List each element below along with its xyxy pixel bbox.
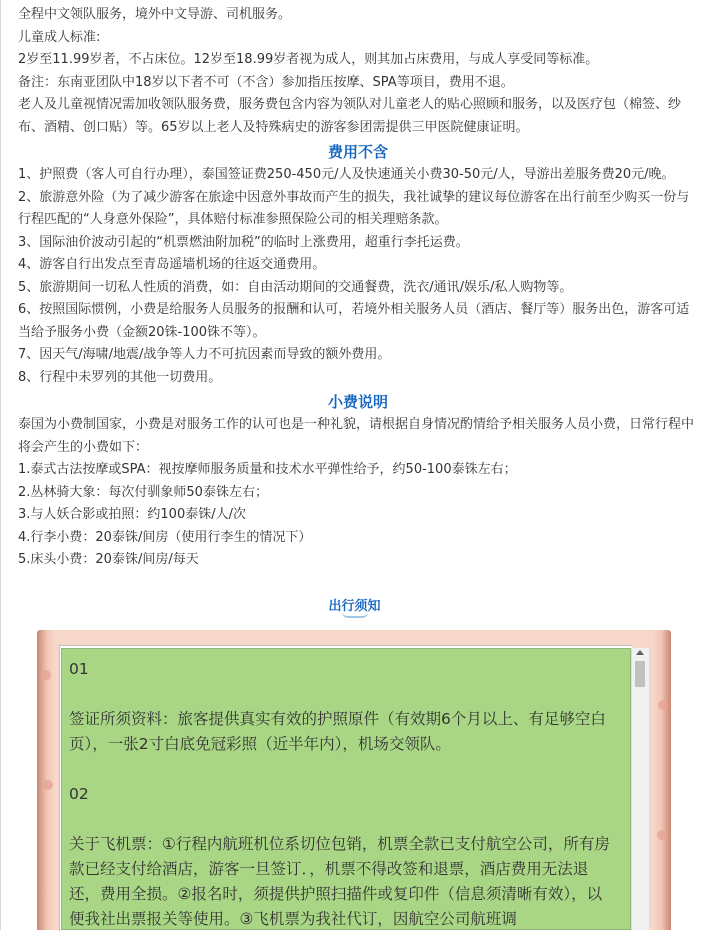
tips-intro: 泰国为小费制国家，小费是对服务工作的认可也是一种礼貌，请根据自身情况酌情给予相关服务人员小费，日常行程中将会产生的小费如下： <box>18 417 695 455</box>
intro-line: 儿童成人标准: <box>18 29 101 45</box>
notice-number: 02 <box>69 785 89 803</box>
notice-blank <box>69 807 617 832</box>
intro-line: 全程中文领队服务，境外中文导游、司机服务。 <box>18 7 292 22</box>
scroll-thumb[interactable] <box>635 661 645 687</box>
tips-item: 3.与人妖合影或拍照：约100泰铢/人/次 <box>18 507 246 522</box>
tips-item: 1.泰式古法按摩或SPA：视按摩师服务质量和技术水平弹性给予，约50-100泰铢左右； <box>18 462 517 477</box>
excluded-item: 4、游客自行出发点至青岛遥墙机场的往返交通费用。 <box>18 257 326 272</box>
tips-heading: 小费说明 <box>327 393 388 411</box>
excluded-item: 1、护照费（客人可自行办理），泰国签证费250-450元/人及快速通关小费30-50元/人，导游出差服务费20元/晚。 <box>18 167 675 182</box>
notice-blank <box>69 757 617 782</box>
excluded-item: 6、按照国际惯例，小费是给服务人员服务的报酬和认可，若境外相关服务人员（酒店、餐厅等）服务出色，游客可适当给予服务小费（金额20铢-100铢不等）。 <box>18 302 690 340</box>
tips-item: 2.丛林骑大象：每次付驯象师50泰铢左右； <box>18 484 268 500</box>
excluded-item: 7、因天气/海啸/地震/战争等人力不可抗因素而导致的额外费用。 <box>18 347 391 362</box>
notice-paragraph: 签证所须资料：旅客提供真实有效的护照原件（有效期6个月以上、有足够空白页），一张2寸白底免冠彩照（近半年内），机场交领队。 <box>69 710 606 753</box>
notice-text <box>69 657 617 930</box>
notice-scroll-box[interactable] <box>61 648 631 930</box>
excluded-item: 3、国际油价波动引起的“机票燃油附加税”的临时上涨费用，超重行李托运费。 <box>18 234 469 250</box>
rose-decoration <box>657 830 667 840</box>
rose-decoration <box>41 670 51 680</box>
notice-title: 出行须知 <box>328 599 381 614</box>
notice-number: 01 <box>69 660 89 678</box>
excluded-item: 5、旅游期间一切私人性质的消费，如：自由活动期间的交通餐费，洗衣/通讯/娱乐/私人购物等。 <box>18 279 573 295</box>
rose-decoration <box>658 700 668 710</box>
excluded-item: 8、行程中未罗列的其他一切费用。 <box>18 369 222 385</box>
tips-item: 4.行李小费：20泰铢/间房（使用行李生的情况下） <box>18 529 312 545</box>
rose-decoration <box>43 780 53 790</box>
intro-line: 备注：东南亚团队中18岁以下者不可（不含）参加指压按摩、SPA等项目，费用不退。 <box>18 74 514 90</box>
intro-line: 老人及儿童视情况需加收领队服务费，服务费包含内容为领队对儿童老人的贴心照顾和服务，以及医疗包（棉签、纱布、酒精、创口贴）等。65岁以上老人及特殊病史的游客参团需提供三甲医院健康证明。 <box>18 97 682 135</box>
excluded-heading: 费用不含 <box>327 143 388 161</box>
notice-heading <box>0 595 709 618</box>
intro-line: 2岁至11.99岁者，不占床位。12岁至18.99岁者视为成人，则其加占床费用，与成人享受同等标准。 <box>18 52 599 67</box>
tips-item: 5.床头小费：20泰铢/间房/每天 <box>18 552 199 567</box>
article-content <box>18 4 698 572</box>
scroll-up-arrow-icon[interactable] <box>636 650 644 655</box>
notice-blank <box>69 682 617 707</box>
excluded-item: 2、旅游意外险（为了减少游客在旅途中因意外事故而产生的损失，我社诚挚的建议每位游客在出行前至少购买一份与行程匹配的“人身意外保险”，具体赔付标准参照保险公司的相关理赔条款。 <box>18 189 690 227</box>
notice-paragraph: 关于飞机票：①行程内航班机位系切位包销，机票全款已支付航空公司，所有房款已经支付给酒店，游客一旦签订．，机票不得改签和退票，酒店费用无法退还，费用全损。②报名时，须提供护照扫描件或复印件（信息须清晰有效），以便我社出票报关等使用。③飞机票为我社代订，因航空公司航班调 <box>69 835 610 928</box>
left-border <box>0 0 1 930</box>
scrollbar[interactable] <box>631 648 649 930</box>
